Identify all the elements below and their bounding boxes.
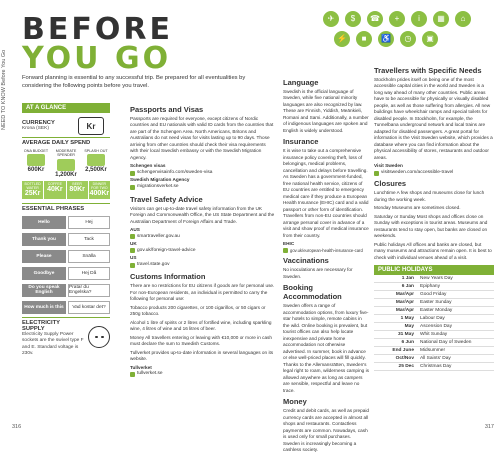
- header-icons: [315, 5, 495, 53]
- advice-link[interactable]: [130, 262, 275, 269]
- phone-icon: ☎: [367, 11, 383, 27]
- passports-body: [130, 116, 275, 191]
- phrase-row: [22, 283, 110, 298]
- phrase-row: [22, 300, 110, 315]
- holiday-name: Christmas Day: [420, 364, 452, 370]
- spend-item: [52, 149, 80, 178]
- holiday-row: [374, 347, 494, 355]
- electricity-label: ELECTRICITY SUPPLY: [22, 319, 60, 332]
- money-icon: $: [345, 11, 361, 27]
- price-item: [89, 181, 110, 199]
- holiday-name: Whit Sunday: [420, 332, 448, 338]
- passport-icon: ✈: [323, 11, 339, 27]
- calendar-icon: ▦: [433, 11, 449, 27]
- intro-text: Forward planning is essential to any successful trip. Be prepared for all eventualities by considering the following points before you travel.: [22, 75, 246, 90]
- holiday-name: New Years Day: [420, 276, 453, 282]
- currency-label: CURRENCY: [22, 119, 55, 126]
- spend-item-value: 1,200Kr: [55, 171, 77, 178]
- advice-link-url[interactable]: gov.uk/foreign-travel-advice: [137, 247, 196, 253]
- passports-link2-label: Swedish Migration Agency: [130, 177, 190, 183]
- holiday-date: Mar/Apr: [395, 292, 414, 298]
- customs-link[interactable]: [130, 371, 275, 378]
- insurance-link-label: EHIC: [283, 241, 295, 247]
- currency-value: Krona (SEK): [22, 125, 49, 131]
- customs-text: Tullverket provides up-to-date information in several languages on its website.: [130, 349, 274, 362]
- web-icon: [130, 185, 135, 190]
- phrase-row: [22, 266, 110, 281]
- language-heading: Language: [283, 78, 319, 87]
- price-label: BEER: [72, 181, 82, 186]
- money-text: Credit and debit cards, as well as prepaid currency cards are accepted in almost all shops and restaurants. Contactless payments are common. Nowadays, cash is used only for small purchases. Sweden is increasingly becoming a cashless society.: [283, 408, 369, 453]
- closures-text: Lunchtime A few shops and museums close for lunch during the working week.: [374, 190, 485, 202]
- passports-link2[interactable]: [130, 184, 275, 191]
- customs-text: Alcohol 1 litre of spirits or 2 litres of fortified wine, including sparkling wine, 4 litres of wine and 16 litres of beer.: [130, 319, 272, 332]
- price-list: [22, 181, 110, 199]
- price-item: [22, 181, 43, 199]
- holiday-name: National Day of Sweden: [420, 340, 472, 346]
- web-icon: [283, 248, 288, 253]
- web-icon: [130, 234, 135, 239]
- advice-link[interactable]: [130, 234, 275, 241]
- holiday-name: Epiphany: [420, 284, 441, 290]
- customs-link-url[interactable]: tullverket.se: [137, 371, 163, 377]
- specific-heading: Travellers with Specific Needs: [374, 66, 482, 75]
- plug-socket-icon: [88, 326, 110, 348]
- holiday-date: End June: [392, 348, 414, 354]
- medical-icon: +: [389, 11, 405, 27]
- spend-item-value: 600Kr: [27, 167, 45, 174]
- holiday-name: Labour Day: [420, 316, 445, 322]
- money-heading: Money: [283, 397, 307, 407]
- insurance-link[interactable]: [283, 248, 369, 254]
- page-title: [22, 12, 173, 76]
- spend-item: [82, 149, 110, 178]
- column-specific: [374, 64, 494, 371]
- spend-item-label: SPLASH OUT: [84, 149, 108, 153]
- lock-icon: ■: [356, 31, 372, 47]
- electricity-text: Electricity Supply Power sockets are the swivel type F and E. Standard voltage is 230v.: [22, 331, 84, 357]
- price-value: 400Kr: [89, 189, 110, 197]
- home-icon: ⌂: [455, 11, 471, 27]
- advice-link-url[interactable]: travel.state.gov: [137, 261, 170, 267]
- booking-text: Sweden offers a range of accommodation options, from luxury five-star hotels to simple, remote cabins in the wild. Online booking is prevalent, but tourist offices can also help locate inexpensive and private home accommodation not otherwise advertised. In summer, book in advance or else well-priced places will fill quickly. Thanks to the Allemansrätten, Sweden's legal right to roam, wilderness camping is allowed anywhere as long as campers are sensible, respectful and leave no trace.: [283, 303, 369, 393]
- title-line1: BEFORE: [22, 12, 173, 47]
- currency-symbol: Kr: [86, 121, 96, 131]
- phrase-english: Hello: [22, 216, 66, 229]
- customs-link-label: Tullverket: [130, 364, 152, 370]
- passports-link1-label: Schengen visas: [130, 163, 166, 169]
- title-go: GO: [101, 40, 172, 76]
- web-icon: [130, 263, 135, 268]
- holiday-row: [374, 331, 494, 339]
- specific-link-label: Visit Sweden: [374, 163, 403, 169]
- title-you: YOU: [22, 40, 102, 76]
- phrase-swedish: Vad kostar det?: [68, 301, 110, 314]
- phrase-english: Please: [22, 250, 66, 263]
- clock-icon: ◷: [400, 31, 416, 47]
- holiday-name: Easter Sunday: [420, 300, 452, 306]
- currency-symbol-icon: [78, 117, 104, 135]
- advice-label: UK: [130, 241, 137, 247]
- closures-text: Saturday or Sunday Most shops and offices close on Sunday with exceptions in tourist areas. Museums and restaurants tend to stay open, but banks are closed on weekends.: [374, 213, 488, 239]
- holidays-header: PUBLIC HOLIDAYS: [374, 265, 494, 275]
- holiday-row: [374, 299, 494, 307]
- holiday-date: Mar/Apr: [395, 300, 414, 306]
- holiday-row: [374, 355, 494, 363]
- holiday-name: Ascension Day: [420, 324, 452, 330]
- price-item: [67, 181, 88, 199]
- passports-heading: Passports and Visas: [130, 105, 204, 114]
- phrase-list: [22, 215, 110, 315]
- plug-icon: ⚡: [334, 31, 350, 47]
- page-number-left: 316: [12, 424, 22, 430]
- holiday-date: 6 Jun: [401, 340, 414, 346]
- web-icon: [130, 171, 135, 176]
- holiday-date: 6 Jan: [401, 284, 414, 290]
- info-icon: i: [411, 11, 427, 27]
- spend-item-value: 2,500Kr: [85, 167, 107, 174]
- price-value: 25Kr: [24, 189, 41, 197]
- web-icon: [130, 248, 135, 253]
- price-value: 40Kr: [47, 185, 63, 193]
- holiday-row: [374, 283, 494, 291]
- holiday-row: [374, 323, 494, 331]
- moderate-icon: [57, 159, 75, 171]
- wheelchair-icon: ♿: [378, 31, 394, 47]
- holiday-date: Oct/Nov: [395, 356, 414, 362]
- holiday-date: 25 Dec: [398, 364, 414, 370]
- phrase-english: Do you speak English: [22, 284, 66, 297]
- holiday-date: 1 Jan: [401, 276, 414, 282]
- phrase-english: Thank you: [22, 233, 66, 246]
- insurance-heading: Insurance: [283, 137, 319, 147]
- advice-text: Visitors can get up-to-date travel safety information from the UK Foreign and Commonwealth Office, the US State Department and the Australian Department of Foreign Affairs and Trade.: [130, 205, 275, 224]
- price-label: COFFEE: [47, 181, 62, 186]
- page-number-right: 317: [484, 424, 494, 430]
- spend-item: [22, 149, 50, 178]
- insurance-link-url[interactable]: gov.uk/european-health-insurance-card: [290, 247, 363, 253]
- closures-heading: Closures: [374, 179, 407, 189]
- advice-heading: Travel Safety Advice: [130, 194, 203, 204]
- spend-label: AVERAGE DAILY SPEND: [22, 140, 91, 146]
- budget-icon: [27, 154, 45, 166]
- spend-item-label: MODERATE SPENDER: [55, 149, 77, 158]
- side-tab: [0, 0, 12, 434]
- price-label: BOTTLED WATER: [24, 181, 41, 190]
- at-a-glance: [22, 103, 110, 358]
- specific-text: Stockholm prides itself on being one of the most accessible capital cities in the world and Sweden is a long way ahead of many other countries. Public areas have to be accessible for physically or visually disabled people, as well as those suffering from allergies. All new buildings have wheelchair ramps and special toilets for disabled people. In Stockholm, for example, the Tunnelbana underground network and local trains are adapted for disabled passengers. A great portal for information is the Visit Sweden website, which provides a database where you can find information about the physical accessibility of stores, restaurants and outdoor areas.: [374, 77, 493, 160]
- holiday-row: [374, 291, 494, 299]
- holiday-row: [374, 315, 494, 323]
- phrases-label: ESSENTIAL PHRASES: [22, 205, 85, 212]
- holiday-date: Mar/Apr: [395, 308, 414, 314]
- customs-text: Tobacco products 200 cigarettes, or 100 cigarillos, or 50 cigars or 250g tobacco.: [130, 304, 266, 317]
- price-label: DINNER FOR TWO: [91, 181, 108, 190]
- side-tab-label: NEED TO KNOW Before You Go: [1, 49, 7, 130]
- splash-icon: [87, 154, 105, 166]
- title-line2: [22, 40, 173, 76]
- advice-body: [130, 206, 275, 269]
- insurance-text: It is wise to take out a comprehensive insurance policy covering theft, loss of belongings, medical problems, cancellation and delays before travelling. As Sweden has a government-funded, free national health service, citizens of EU countries are entitled to emergency medical care if they produce a European Health Insurance (EHIC) card and a valid passport or other form of identification. Travellers from non-EU countries should arrange personal cover in advance of a visit and show proof of medical insurance from their country.: [283, 148, 369, 238]
- holiday-name: Easter Monday: [420, 308, 453, 314]
- phrase-swedish: Pratar du Engelska?: [68, 284, 110, 297]
- closures-text: Public holidays All offices and banks are closed, but many museums and attractions remain open. It is best to check with individual venues ahead of a visit.: [374, 241, 492, 260]
- phrase-swedish: Hej: [68, 216, 110, 229]
- phrase-english: How much is this: [22, 301, 66, 314]
- phrase-row: [22, 232, 110, 247]
- advice-link-url[interactable]: smartraveller.gov.au: [137, 233, 180, 239]
- holiday-row: [374, 363, 494, 371]
- price-value: 80Kr: [69, 185, 85, 193]
- customs-body: [130, 283, 275, 377]
- specific-link-url[interactable]: visitsweden.com/accessible-travel: [381, 169, 454, 175]
- spend-item-label: ONA BUDGET: [23, 149, 49, 153]
- phrase-swedish: Tack: [68, 233, 110, 246]
- glance-header: AT A GLANCE: [22, 103, 110, 113]
- phrase-english: Goodbye: [22, 267, 66, 280]
- holiday-name: All Saints' Day: [420, 356, 451, 362]
- phrase-swedish: Snälla: [68, 250, 110, 263]
- holiday-row: [374, 275, 494, 283]
- passports-link2-url[interactable]: migrationsverket.se: [137, 183, 179, 189]
- phrase-swedish: Hej Då: [68, 267, 110, 280]
- web-icon: [374, 171, 379, 176]
- column-passports: [130, 103, 275, 379]
- language-text: Swedish is the official language of Sweden, while five national minority languages are also recognized by law. These are Finnish, Yiddish, Meänkieli, Romani and Sami. Additionally, a number of indigenous languages are spoken and English is widely understood.: [283, 89, 369, 133]
- holiday-row: [374, 339, 494, 347]
- vaccinations-heading: Vaccinations: [283, 256, 329, 266]
- holiday-date: 1 May: [400, 316, 414, 322]
- passports-link1-url[interactable]: schengenvisainfo.com/sweden-visa: [137, 169, 213, 175]
- passports-link1[interactable]: [130, 170, 275, 177]
- advice-label: US: [130, 255, 137, 261]
- advice-link[interactable]: [130, 248, 275, 255]
- spend-list: [22, 149, 110, 178]
- customs-text: There are no restrictions for EU citizens if goods are for personal use. For non-European residents, an individual is permitted to carry the following for personal use:: [130, 283, 275, 302]
- holidays-list: [374, 275, 494, 371]
- phrase-row: [22, 215, 110, 230]
- customs-text: Money All travellers entering or leaving with €10,000 or more in cash must declare the sum to Swedish Customs.: [130, 334, 273, 347]
- advice-label: AUS: [130, 227, 140, 233]
- vaccinations-text: No inoculations are necessary for Sweden.: [283, 267, 353, 279]
- holiday-date: May: [404, 324, 414, 330]
- holiday-row: [374, 307, 494, 315]
- price-item: [44, 181, 65, 199]
- booking-heading: Booking Accommodation: [283, 283, 342, 302]
- customs-heading: Customs Information: [130, 272, 206, 282]
- web-icon: [130, 372, 135, 377]
- phrase-row: [22, 249, 110, 264]
- holiday-name: Midsummer: [420, 348, 446, 354]
- column-language: [283, 76, 369, 456]
- holiday-date: 31 May: [398, 332, 414, 338]
- bus-icon: ▣: [422, 31, 438, 47]
- specific-link[interactable]: [374, 170, 494, 177]
- passports-text: Passports are required for everyone, except citizens of Nordic countries and EU nationals with valid ID cards from the countries that are part of the Schengen Area. North Americans, Britons and Australians do not need visas for visits lasting up to 90 days. Those arriving from other countries should check their visa requirements with their local Swedish embassy or with the Swedish Migration Agency.: [130, 116, 274, 160]
- holiday-name: Good Friday: [420, 292, 447, 298]
- closures-text: Monday Museums are sometimes closed.: [374, 205, 461, 211]
